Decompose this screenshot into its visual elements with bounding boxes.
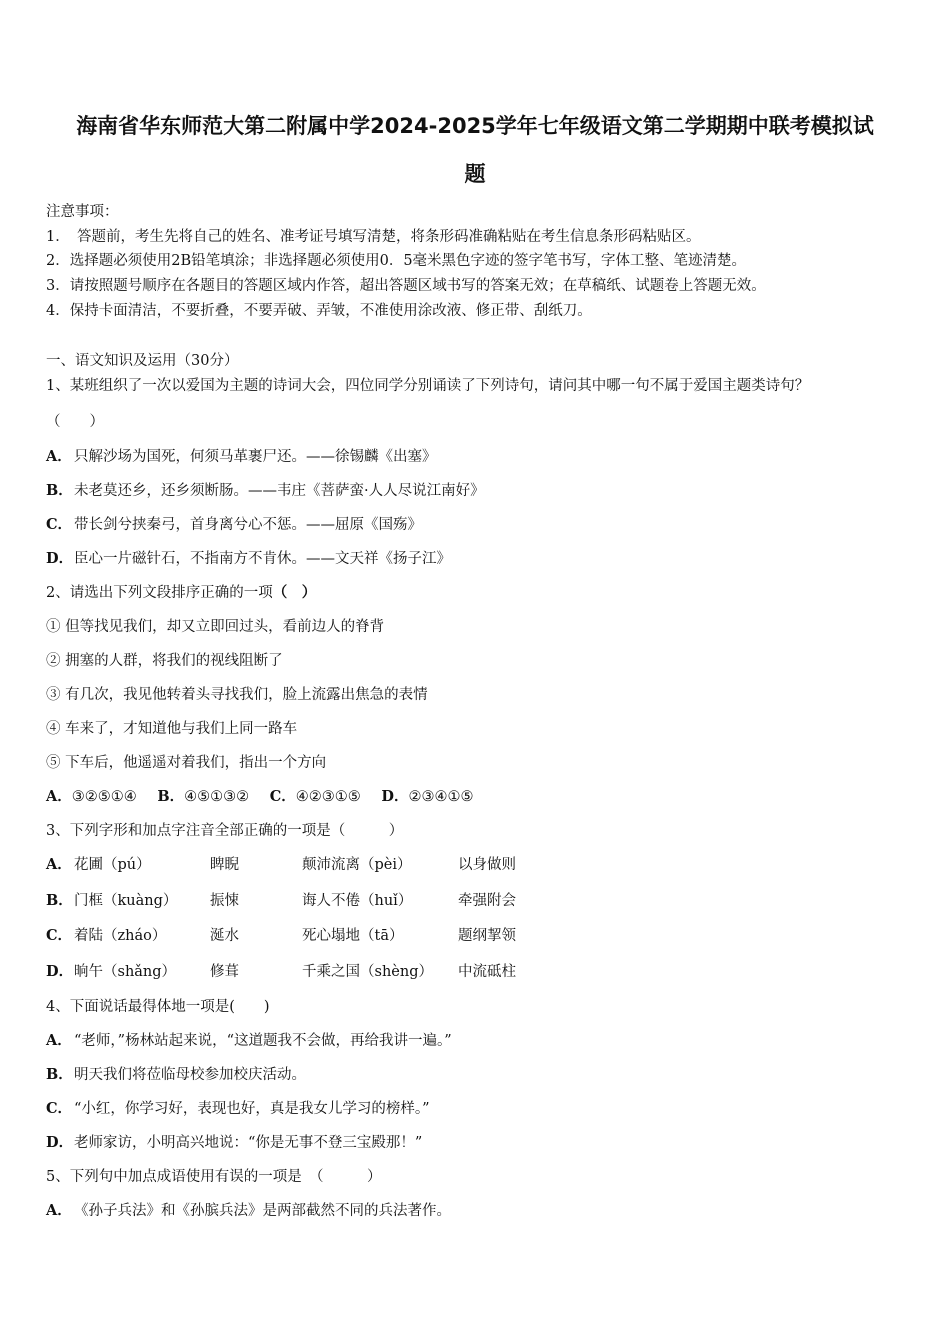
option-label: D．	[381, 788, 409, 805]
option-label: C．	[269, 788, 296, 805]
q3-row-c-c1: 着陆（zháo）	[74, 928, 167, 944]
option-label: A．	[46, 448, 72, 465]
q2-item-4: ④ 车来了，才知道他与我们上同一路车	[46, 721, 298, 737]
q3-row-a-c1: 花圃（pú）	[74, 857, 151, 873]
option-label: A．	[46, 788, 72, 805]
q3-row-d-c3: 千乘之国（shèng）	[302, 964, 433, 980]
q3-row-d-c4: 中流砥柱	[458, 964, 516, 980]
option-text: 老师家访，小明高兴地说：“你是无事不登三宝殿那！”	[74, 1135, 423, 1151]
q3-row-d-c2: 修葺	[210, 964, 239, 980]
q3-row-c-c2: 涎水	[210, 928, 239, 944]
option-text: ④⑤①③②	[184, 789, 250, 805]
option-text: “老师，”杨林站起来说，“这道题我不会做，再给我讲一遍。”	[74, 1033, 452, 1049]
q3-row-b-c3: 诲人不倦（huǐ）	[302, 893, 413, 909]
option-text: 带长剑兮挟秦弓，首身离兮心不惩。——屈原《国殇》	[74, 517, 422, 533]
q2-stem-line	[46, 583, 316, 603]
q4-option-b	[46, 1065, 306, 1085]
q3-row-c-c3: 死心塌地（tā）	[302, 928, 404, 944]
q2-option-b	[157, 787, 249, 807]
option-label: C．	[46, 1100, 73, 1117]
option-label: D．	[46, 1134, 74, 1151]
page-title-line1: 海南省华东师范大第二附属中学2024-2025学年七年级语文第二学期期中联考模拟试	[76, 114, 874, 138]
notice-item-3: 3．请按照题号顺序在各题目的答题区域内作答，超出答题区域书写的答案无效；在草稿纸、试题卷上答题无效。	[46, 278, 766, 294]
page-title-line2: 题	[464, 162, 486, 186]
option-text: 未老莫还乡，还乡须断肠。——韦庄《菩萨蛮·人人尽说江南好》	[74, 483, 485, 499]
q2-stem: 2、请选出下列文段排序正确的一项	[46, 585, 273, 601]
option-label: B．	[46, 482, 73, 499]
q1-option-a	[46, 447, 437, 467]
notice-item-1: 1． 答题前，考生先将自己的姓名、准考证号填写清楚，将条形码准确粘贴在考生信息条形码粘贴区。	[46, 229, 701, 245]
q2-item-2: ② 拥塞的人群，将我们的视线阻断了	[46, 653, 283, 669]
q3-stem: 3、下列字形和加点字注音全部正确的一项是（ ）	[46, 823, 404, 839]
option-label: B．	[46, 1066, 73, 1083]
q1-blank: （ ）	[46, 414, 104, 430]
q3-row-b-label: B．	[46, 892, 73, 909]
q3-row-c-label: C．	[46, 927, 73, 944]
q1-option-b	[46, 481, 485, 501]
q3-row-d-label: D．	[46, 963, 74, 980]
q1-option-c	[46, 515, 422, 535]
option-text: 明天我们将莅临母校参加校庆活动。	[74, 1067, 306, 1083]
q5-option-a	[46, 1201, 451, 1221]
q2-option-c	[270, 787, 361, 807]
q3-row-c-c4: 题纲挈领	[458, 928, 516, 944]
q4-option-c	[46, 1099, 430, 1119]
q1-stem: 1、某班组织了一次以爱国为主题的诗词大会，四位同学分别诵读了下列诗句，请问其中哪一句不属于爱国主题类诗句？	[46, 378, 810, 394]
option-label: D．	[46, 550, 74, 567]
q2-item-1: ① 但等找见我们，却又立即回过头，看前边人的脊背	[46, 619, 385, 635]
q2-blank: （ ）	[272, 584, 317, 601]
q3-row-b-c2: 振悚	[210, 893, 239, 909]
option-text: 只解沙场为国死，何须马革裹尸还。——徐锡麟《出塞》	[74, 449, 437, 465]
option-text: ②③④①⑤	[408, 789, 474, 805]
option-label: A．	[46, 1202, 72, 1219]
q3-row-a-c3: 颠沛流离（pèi）	[302, 857, 412, 873]
q4-stem: 4、下面说话最得体地一项是( )	[46, 999, 270, 1015]
q1-option-d	[46, 549, 451, 569]
option-text: ③②⑤①④	[71, 789, 137, 805]
q3-row-a-c4: 以身做则	[458, 857, 516, 873]
option-text: 臣心一片磁针石，不指南方不肯休。——文天祥《扬子江》	[74, 551, 451, 567]
option-text: ④②③①⑤	[295, 789, 361, 805]
q2-options	[46, 787, 489, 807]
q3-row-b-c1: 门框（kuàng）	[74, 893, 178, 909]
q2-option-a	[46, 787, 137, 807]
q3-row-b-c4: 牵强附会	[458, 893, 516, 909]
q3-row-a-label: A．	[46, 856, 72, 873]
q3-row-a-c2: 睥睨	[210, 857, 239, 873]
q4-option-a	[46, 1031, 452, 1051]
notice-item-2: 2．选择题必须使用2B铅笔填涂；非选择题必须使用0．5毫米黑色字迹的签字笔书写，字体工整、笔迹清楚。	[46, 253, 747, 269]
option-label: C．	[46, 516, 73, 533]
q5-stem: 5、下列句中加点成语使用有误的一项是 （ ）	[46, 1169, 382, 1185]
q2-item-5: ⑤ 下车后，他遥遥对着我们，指出一个方向	[46, 755, 327, 771]
q2-item-3: ③ 有几次，我见他转着头寻找我们，脸上流露出焦急的表情	[46, 687, 428, 703]
q2-option-d	[381, 787, 473, 807]
q4-option-d	[46, 1133, 422, 1153]
option-text: 《孙子兵法》和《孙膑兵法》是两部截然不同的兵法著作。	[74, 1203, 451, 1219]
option-label: A．	[46, 1032, 72, 1049]
option-label: B．	[157, 788, 185, 805]
notice-heading: 注意事项：	[46, 204, 119, 220]
section-heading: 一、语文知识及运用（30分）	[46, 353, 239, 369]
option-text: “小红，你学习好，表现也好，真是我女儿学习的榜样。”	[74, 1101, 430, 1117]
notice-item-4: 4．保持卡面清洁，不要折叠，不要弄破、弄皱，不准使用涂改液、修正带、刮纸刀。	[46, 303, 592, 319]
q3-row-d-c1: 晌午（shǎng）	[74, 964, 177, 980]
